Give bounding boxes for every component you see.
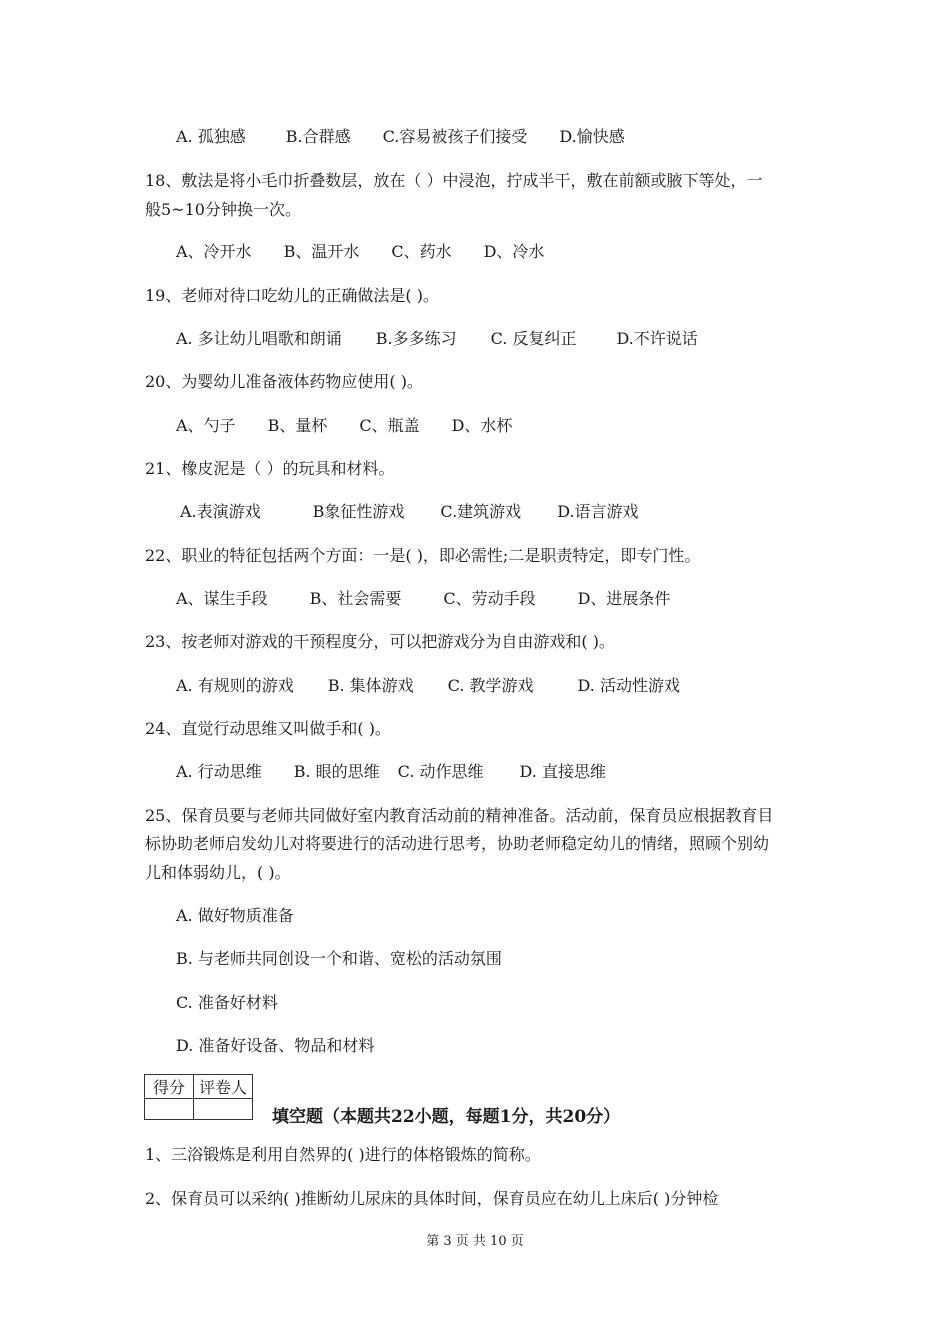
q23-stem: 23、按老师对游戏的干预程度分，可以把游戏分为自由游戏和( )。 (145, 632, 615, 651)
q25-stem-line3: 儿和体弱幼儿，( )。 (145, 863, 291, 882)
q25-option-b: B. 与老师共同创设一个和谐、宽松的活动氛围 (176, 949, 502, 968)
q24-options (176, 762, 606, 782)
q20-stem: 20、为婴幼儿准备液体药物应使用( )。 (145, 372, 423, 391)
q25-stem-line2: 标协助老师启发幼儿对将要进行的活动进行思考，协助老师稳定幼儿的情绪，照顾个别幼 (145, 834, 770, 853)
q21-option-d: D.语言游戏 (557, 502, 639, 521)
q24-option-c: C. 动作思维 (397, 762, 484, 781)
q21-stem: 21、橡皮泥是（ ）的玩具和材料。 (145, 459, 395, 478)
q19-option-b: B.多多练习 (375, 329, 457, 348)
q25-option-a: A. 做好物质准备 (176, 906, 294, 925)
score-table (144, 1074, 253, 1120)
q23-option-d: D. 活动性游戏 (577, 676, 680, 695)
reviewer-cell (194, 1099, 253, 1120)
fill-q1: 1、三浴锻炼是利用自然界的( )进行的体格锻炼的简称。 (145, 1145, 541, 1164)
q25-option-d: D. 准备好设备、物品和材料 (176, 1036, 375, 1055)
q18-options (176, 242, 544, 262)
q21-option-a: A.表演游戏 (180, 502, 261, 521)
q24-option-b: B. 眼的思维 (293, 762, 380, 781)
q19-options (176, 329, 698, 349)
q23-option-b: B. 集体游戏 (327, 676, 414, 695)
q18-stem-line2: 般5~10分钟换一次。 (145, 200, 301, 219)
q20-option-b: B、量杯 (267, 416, 328, 435)
score-label: 得分 (145, 1075, 194, 1099)
reviewer-label: 评卷人 (194, 1075, 253, 1099)
q17-options (176, 127, 625, 147)
section-title: 填空题（本题共22小题，每题1分，共20分） (272, 1107, 621, 1127)
q19-option-a: A. 多让幼儿唱歌和朗诵 (176, 329, 342, 348)
q18-option-a: A、冷开水 (176, 242, 252, 261)
q17-option-a: A. 孤独感 (176, 127, 246, 146)
q25-option-c: C. 准备好材料 (176, 993, 278, 1012)
q25-stem-line1: 25、保育员要与老师共同做好室内教育活动前的精神准备。活动前，保育员应根据教育目 (145, 806, 774, 825)
q20-option-a: A、勺子 (176, 416, 236, 435)
q17-option-c: C.容易被孩子们接受 (382, 127, 528, 146)
q21-options (180, 502, 639, 522)
q20-option-d: D、水杯 (451, 416, 513, 435)
q20-option-c: C、瓶盖 (359, 416, 420, 435)
score-cell (145, 1099, 194, 1120)
q22-option-d: D、进展条件 (577, 589, 671, 608)
q23-option-a: A. 有规则的游戏 (176, 676, 294, 695)
q22-options (176, 589, 670, 609)
q24-stem: 24、直觉行动思维又叫做手和( )。 (145, 719, 391, 738)
q19-stem: 19、老师对待口吃幼儿的正确做法是( )。 (145, 286, 439, 305)
q18-option-c: C、药水 (391, 242, 452, 261)
q24-option-a: A. 行动思维 (176, 762, 262, 781)
q22-stem: 22、职业的特征包括两个方面：一是( )，即必需性;二是职责特定，即专门性。 (145, 546, 701, 565)
q21-option-b: B象征性游戏 (312, 502, 405, 521)
q22-option-c: C、劳动手段 (443, 589, 536, 608)
q21-option-c: C.建筑游戏 (440, 502, 522, 521)
q17-option-d: D.愉快感 (559, 127, 625, 146)
fill-q2: 2、保育员可以采纳( )推断幼儿尿床的具体时间，保育员应在幼儿上床后( )分钟检 (145, 1189, 719, 1208)
q18-stem-line1: 18、敷法是将小毛巾折叠数层，放在（ ）中浸泡，拧成半干，敷在前额或腋下等处，一 (145, 171, 763, 190)
q22-option-a: A、谋生手段 (176, 589, 268, 608)
q24-option-d: D. 直接思维 (519, 762, 606, 781)
q18-option-b: B、温开水 (283, 242, 360, 261)
q22-option-b: B、社会需要 (309, 589, 402, 608)
q20-options (176, 416, 512, 436)
q23-options (176, 676, 680, 696)
page-footer: 第 3 页 共 10 页 (426, 1234, 524, 1249)
q23-option-c: C. 教学游戏 (447, 676, 534, 695)
q18-option-d: D、冷水 (483, 242, 545, 261)
q19-option-d: D.不许说话 (616, 329, 698, 348)
q17-option-b: B.合群感 (285, 127, 351, 146)
q19-option-c: C. 反复纠正 (490, 329, 577, 348)
